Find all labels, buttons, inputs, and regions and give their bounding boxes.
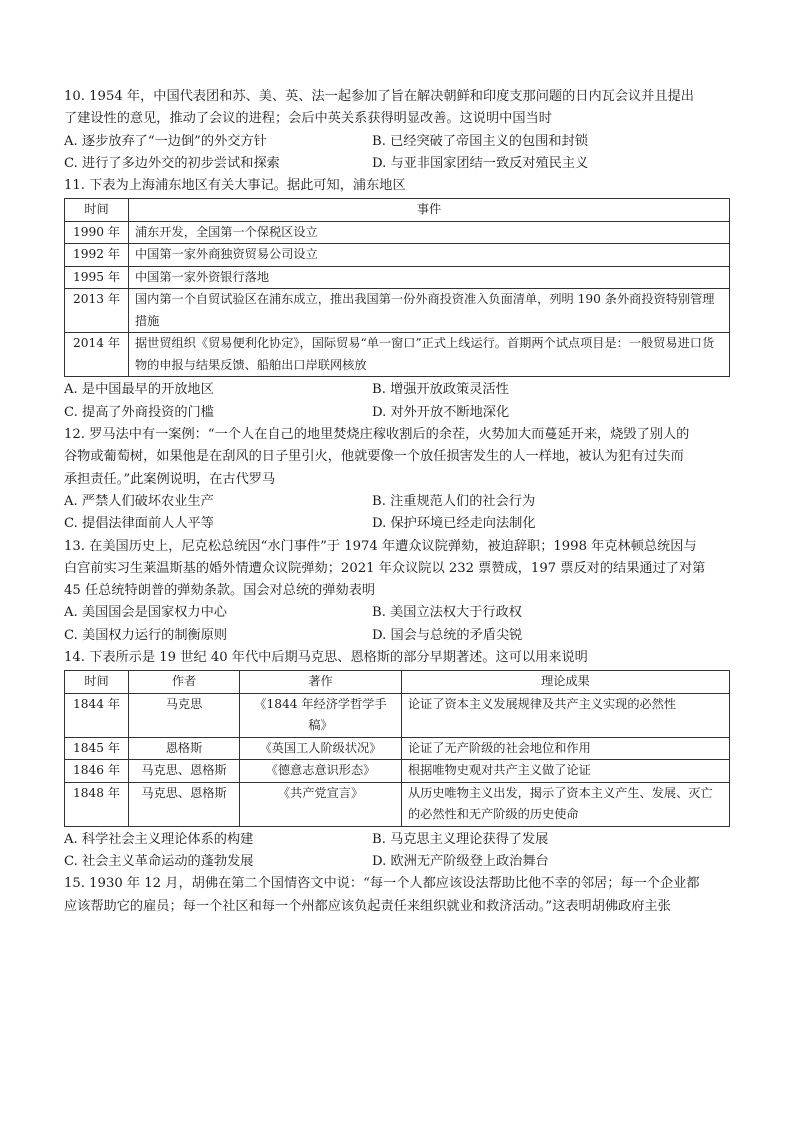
question-stem: 12. 罗马法中有一案例：“一个人在自己的地里焚烧庄稼收割后的余茬，火势加大而蔓延开来，烧毁了别人的 — [64, 427, 690, 443]
cell-achievement: 论证了资本主义发展规律及共产主义实现的必然性 — [402, 693, 730, 737]
question-stem: 了建设性的意见，推动了会议的进程；会后中英关系获得明显改善。这说明中国当时 — [64, 111, 552, 127]
table-row — [65, 782, 730, 826]
cell-year: 1990 年 — [65, 221, 129, 244]
cell-work: 《德意志意识形态》 — [240, 760, 402, 783]
option-a[interactable]: A. 严禁人们破坏农业生产 — [64, 493, 214, 509]
table-row — [65, 333, 730, 377]
option-c[interactable]: C. 美国权力运行的制衡原则 — [64, 627, 228, 643]
option-a[interactable]: A. 是中国最早的开放地区 — [64, 382, 214, 398]
table-header-row — [65, 671, 730, 694]
option-c[interactable]: C. 提高了外商投资的门槛 — [64, 404, 214, 420]
header-event: 事件 — [129, 199, 730, 222]
cell-event: 中国第一家外商独资贸易公司设立 — [129, 244, 730, 267]
cell-author: 马克思 — [129, 693, 240, 737]
table-row — [65, 289, 730, 333]
question-stem: 13. 在美国历史上，尼克松总统因“水门事件”于 1974 年遭众议院弹劾，被迫辞职；1998 年克林顿总统因与 — [64, 538, 697, 554]
option-b[interactable]: B. 增强开放政策灵活性 — [372, 382, 509, 398]
exam-page — [64, 86, 730, 918]
cell-work: 《共产党宣言》 — [240, 782, 402, 826]
marx-engels-works-table — [64, 670, 730, 827]
option-a[interactable]: A. 逐步放弃了“一边倒”的外交方针 — [64, 133, 267, 149]
header-achievement: 理论成果 — [402, 671, 730, 694]
question-10 — [64, 86, 730, 175]
header-work: 著作 — [240, 671, 402, 694]
question-stem: 45 任总统特朗普的弹劾条款。国会对总统的弹劾表明 — [64, 583, 376, 599]
question-stem: 应该帮助它的雇员；每一个社区和每一个州都应该负起责任来组织就业和救济活动。”这表明胡佛政府主张 — [64, 898, 671, 914]
question-stem: 谷物或葡萄树，如果他是在刮风的日子里引火，他就要像一个放任损害发生的人一样地，被认为犯有过失而 — [64, 449, 684, 465]
option-d[interactable]: D. 国会与总统的矛盾尖锐 — [372, 627, 523, 643]
cell-achievement: 根据唯物史观对共产主义做了论证 — [402, 760, 730, 783]
table-row — [65, 693, 730, 737]
option-b[interactable]: B. 马克思主义理论获得了发展 — [372, 831, 549, 847]
table-row — [65, 244, 730, 267]
option-b[interactable]: B. 美国立法权大于行政权 — [372, 605, 522, 621]
question-15 — [64, 873, 730, 918]
option-a[interactable]: A. 科学社会主义理论体系的构建 — [64, 831, 254, 847]
cell-work: 《英国工人阶级状况》 — [240, 737, 402, 760]
pudong-events-table — [64, 198, 730, 377]
cell-year: 1844 年 — [65, 693, 129, 737]
question-14 — [64, 647, 730, 873]
option-d[interactable]: D. 欧洲无产阶级登上政治舞台 — [372, 854, 549, 870]
option-d[interactable]: D. 对外开放不断地深化 — [372, 404, 510, 420]
question-stem: 11. 下表为上海浦东地区有关大事记。据此可知，浦东地区 — [64, 178, 406, 194]
cell-event: 浦东开发，全国第一个保税区设立 — [129, 221, 730, 244]
table-row — [65, 760, 730, 783]
cell-year: 1992 年 — [65, 244, 129, 267]
cell-event: 据世贸组织《贸易便利化协定》，国际贸易“单一窗口”正式上线运行。首期两个试点项目是：一般贸易进口货物的申报与结果反馈、船舶出口岸联网核放 — [129, 333, 730, 377]
table-row — [65, 737, 730, 760]
cell-year: 1848 年 — [65, 782, 129, 826]
question-stem: 白宫前实习生莱温斯基的婚外情遭众议院弹劾；2021 年众议院以 232 票赞成，197 票反对的结果通过了对第 — [64, 560, 706, 576]
question-stem: 10. 1954 年，中国代表团和苏、美、英、法一起参加了旨在解决朝鲜和印度支那问题的日内瓦会议并且提出 — [64, 89, 694, 104]
cell-year: 2013 年 — [65, 289, 129, 333]
question-12 — [64, 424, 730, 535]
option-d[interactable]: D. 保护环境已经走向法制化 — [372, 516, 536, 532]
header-author: 作者 — [129, 671, 240, 694]
question-stem: 承担责任。”此案例说明，在古代罗马 — [64, 471, 276, 487]
cell-event: 中国第一家外资银行落地 — [129, 266, 730, 289]
question-13 — [64, 536, 730, 647]
cell-event: 国内第一个自贸试验区在浦东成立，推出我国第一份外商投资准入负面清单，列明 190 条外商投资特别管理措施 — [129, 289, 730, 333]
option-b[interactable]: B. 已经突破了帝国主义的包围和封锁 — [372, 133, 588, 149]
question-11 — [64, 175, 730, 424]
cell-achievement: 从历史唯物主义出发，揭示了资本主义产生、发展、灭亡的必然性和无产阶级的历史使命 — [402, 782, 730, 826]
table-header-row — [65, 199, 730, 222]
cell-author: 恩格斯 — [129, 737, 240, 760]
option-c[interactable]: C. 进行了多边外交的初步尝试和探索 — [64, 155, 280, 171]
cell-author: 马克思、恩格斯 — [129, 782, 240, 826]
option-c[interactable]: C. 提倡法律面前人人平等 — [64, 516, 214, 532]
option-a[interactable]: A. 美国国会是国家权力中心 — [64, 605, 227, 621]
cell-author: 马克思、恩格斯 — [129, 760, 240, 783]
cell-year: 1846 年 — [65, 760, 129, 783]
cell-year: 1995 年 — [65, 266, 129, 289]
option-d[interactable]: D. 与亚非国家团结一致反对殖民主义 — [372, 155, 589, 171]
cell-year: 2014 年 — [65, 333, 129, 377]
question-stem: 15. 1930 年 12 月，胡佛在第二个国情咨文中说：“每一个人都应该设法帮助比他不幸的邻居；每一个企业都 — [64, 876, 700, 892]
option-b[interactable]: B. 注重规范人们的社会行为 — [372, 493, 536, 509]
table-row — [65, 266, 730, 289]
question-stem: 14. 下表所示是 19 世纪 40 年代中后期马克思、恩格斯的部分早期著述。这可以用来说明 — [64, 650, 588, 666]
cell-achievement: 论证了无产阶级的社会地位和作用 — [402, 737, 730, 760]
header-time: 时间 — [65, 671, 129, 694]
header-time: 时间 — [65, 199, 129, 222]
option-c[interactable]: C. 社会主义革命运动的蓬勃发展 — [64, 854, 254, 870]
cell-year: 1845 年 — [65, 737, 129, 760]
table-row — [65, 221, 730, 244]
cell-work: 《1844 年经济学哲学手稿》 — [240, 693, 402, 737]
